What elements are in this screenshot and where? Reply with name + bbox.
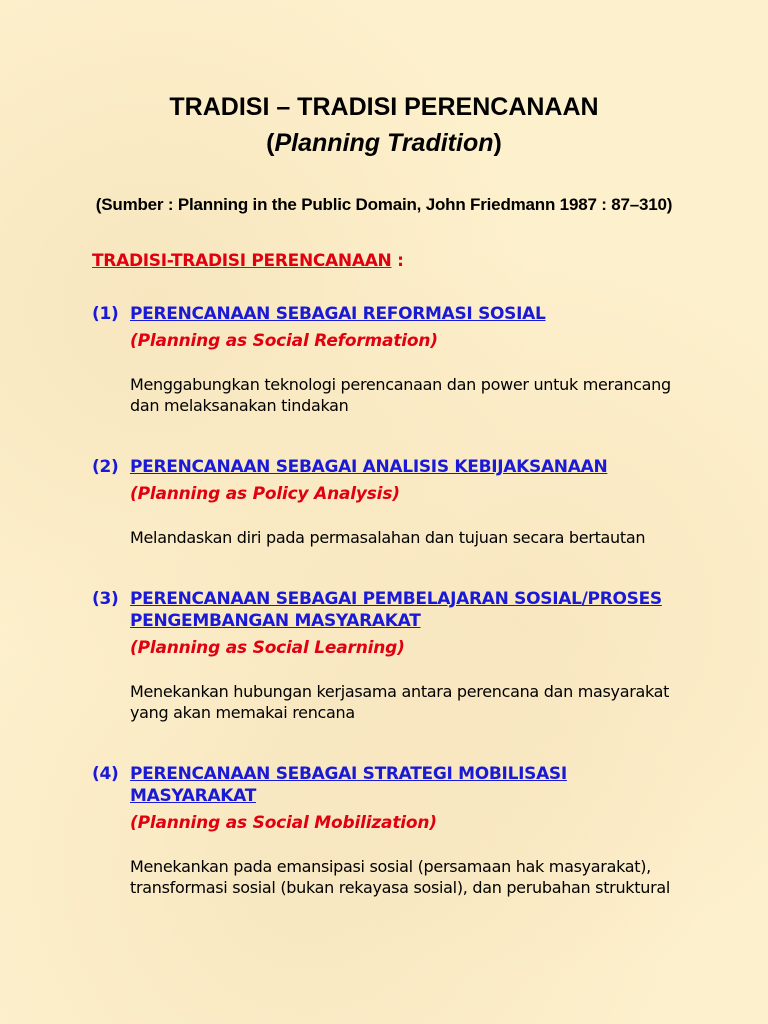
subtitle-english: Planning Tradition <box>274 129 494 157</box>
section-heading <box>92 250 404 272</box>
tradition-english-subtitle: (Planning as Policy Analysis) <box>130 484 400 504</box>
tradition-heading <box>92 456 752 478</box>
subtitle-close-paren: ) <box>493 129 502 157</box>
tradition-title-link[interactable]: PERENCANAAN SEBAGAI REFORMASI SOSIAL <box>130 304 546 324</box>
tradition-description: Menekankan pada emansipasi sosial (persamaan hak masyarakat), transformasi sosial (bukan rekayasa sosial), dan perubahan struktural <box>130 857 671 897</box>
tradition-number: (1) <box>92 304 119 324</box>
tradition-english-subtitle: (Planning as Social Learning) <box>130 638 405 658</box>
source-citation: (Sumber : Planning in the Public Domain, John Friedmann 1987 : 87–310) <box>95 195 673 214</box>
tradition-number: (2) <box>92 457 119 477</box>
tradition-heading <box>92 303 752 325</box>
tradition-heading <box>92 763 752 807</box>
page-title: TRADISI – TRADISI PERENCANAAN <box>169 93 599 121</box>
page-subtitle <box>0 128 768 158</box>
tradition-heading <box>92 588 752 632</box>
tradition-number: (3) <box>92 589 119 609</box>
tradition-description: Menekankan hubungan kerjasama antara perencana dan masyarakat yang akan memakai rencana <box>130 682 670 722</box>
section-heading-label: TRADISI-TRADISI PERENCANAAN <box>92 251 392 271</box>
tradition-description: Menggabungkan teknologi perencanaan dan power untuk merancang dan melaksanakan tindakan <box>130 375 671 415</box>
tradition-english-subtitle: (Planning as Social Mobilization) <box>130 813 437 833</box>
tradition-title-link[interactable]: PERENCANAAN SEBAGAI ANALISIS KEBIJAKSANAAN <box>130 457 608 477</box>
tradition-description: Melandaskan diri pada permasalahan dan tujuan secara bertautan <box>130 528 646 547</box>
section-heading-colon: : <box>391 251 404 271</box>
tradition-item <box>92 303 752 416</box>
tradition-english-subtitle: (Planning as Social Reformation) <box>130 331 438 351</box>
tradition-number: (4) <box>92 764 119 784</box>
tradition-title-link[interactable]: PERENCANAAN SEBAGAI PEMBELAJARAN SOSIAL/PROSES <box>130 589 662 609</box>
tradition-item <box>92 588 752 723</box>
tradition-title-link-cont[interactable]: PENGEMBANGAN MASYARAKAT <box>130 611 421 631</box>
tradition-title-link[interactable]: PERENCANAAN SEBAGAI STRATEGI MOBILISASI <box>130 764 567 784</box>
subtitle-open-paren: ( <box>266 129 275 157</box>
tradition-item <box>92 456 752 548</box>
tradition-title-link-cont[interactable]: MASYARAKAT <box>130 786 257 806</box>
tradition-item <box>92 763 752 898</box>
